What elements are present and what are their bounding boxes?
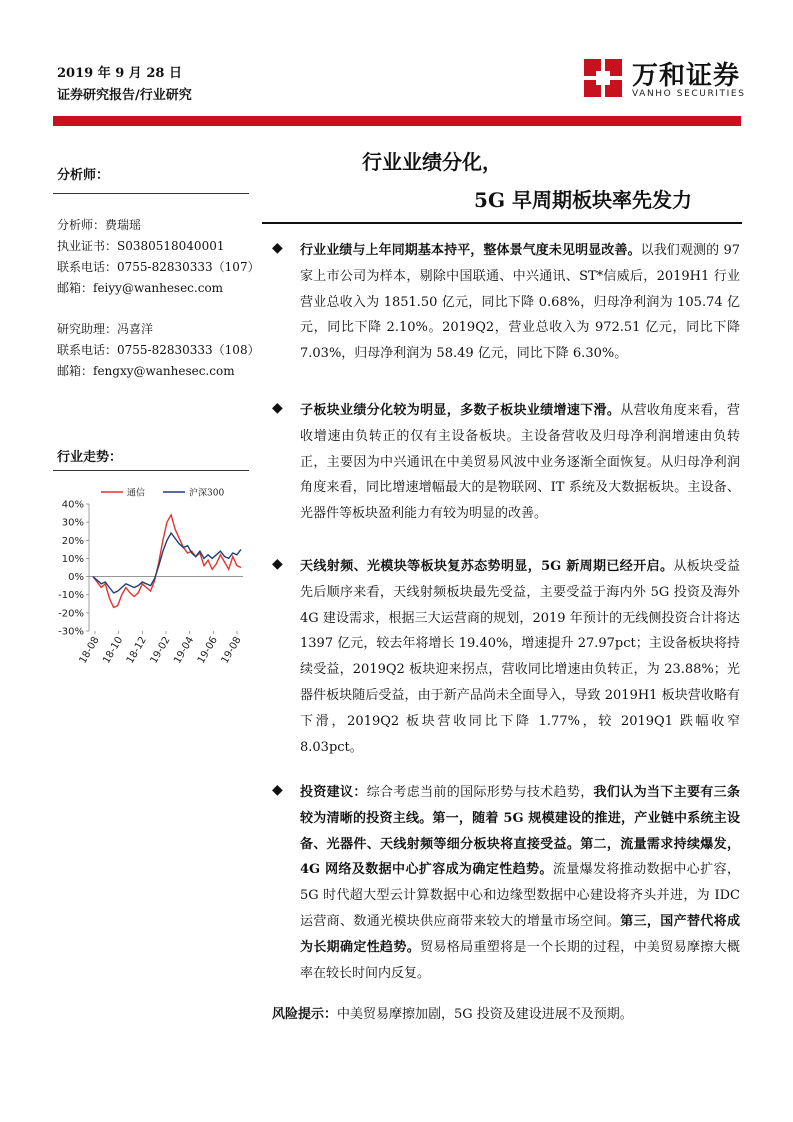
analyst-cert: 执业证书：S0380518040001 — [57, 239, 225, 253]
bullet-1-bold: 行业业绩与上年同期基本持平，整体景气度未见明显改善。 — [300, 243, 641, 258]
bullet-4-seg-4: 第三，国产替代将成为长期确定性趋势。 — [300, 913, 740, 955]
risk-label: 风险提示： — [272, 1007, 338, 1022]
bullet-4-seg-1: 综合考虑当前的国际形势与技术趋势， — [366, 785, 594, 800]
bullet-3-bold: 天线射频、光模块等板块复苏态势明显，5G 新周期已经开启。 — [300, 559, 674, 574]
bullet-4-seg-3: 流量爆发将推动数据中心扩容，5G 时代超大型云计算数据中心和边缘型数据中心建设将齐头并进，为 IDC 运营商、数通光模块供应商带来较大的增量市场空间。 — [300, 862, 740, 929]
header-red-bar — [53, 116, 741, 126]
chart-y-tick-label: -20% — [58, 608, 84, 620]
analyst-name: 分析师：费瑞瑶 — [57, 218, 142, 232]
bullet-4-seg-5: 贸易格局重塑将是一个长期的过程，中美贸易摩擦大概率在较长时间内反复。 — [300, 939, 740, 981]
bullet-1-text — [300, 238, 740, 367]
chart-y-tick-label: 0% — [68, 572, 84, 584]
trend-heading: 行业走势： — [57, 450, 123, 465]
chart-y-tick-label: -10% — [58, 590, 84, 602]
chart-x-tick-label: 19-04 — [172, 635, 197, 666]
diamond-bullet-icon: ◆ — [272, 400, 283, 416]
chart-y-tick-label: 30% — [61, 517, 84, 529]
chart-x-tick-label: 18-08 — [77, 635, 102, 666]
chart-y-tick-label: -30% — [58, 626, 84, 638]
bullet-3-text — [300, 554, 740, 760]
diamond-bullet-icon: ◆ — [272, 556, 283, 572]
chart-y-tick-label: 10% — [61, 553, 84, 565]
chart-x-tick-label: 19-02 — [148, 635, 173, 666]
trend-divider — [53, 470, 249, 471]
bullet-4-seg-2: 我们认为当下主要有三条较为清晰的投资主线。第一，随着 5G 规模建设的推进，产业链中系统主设备、光器件、天线射频等细分板块将直接受益。第二，流量需求持续爆发，4G 网络及数据中心扩容成为确定性趋势。 — [300, 785, 740, 878]
analyst-heading: 分析师： — [57, 168, 110, 183]
chart-legend-label: 沪深300 — [189, 488, 225, 499]
risk-text: 中美贸易摩擦加剧，5G 投资及建设进展不及预期。 — [337, 1007, 633, 1022]
chart-x-tick-label: 18-12 — [124, 635, 149, 666]
chart-legend-label: 通信 — [127, 488, 146, 499]
bullet-3-body: 从板块受益先后顺序来看，天线射频板块最先受益，主要受益于海内外 5G 投资及海外 4G 建设需求，根据三大运营商的规划，2019 年预计的无线侧投资合计将达 1397 亿元，较去年将增长 19.40%，增速提升 27.97pct；主设备板块将持续受益，2019Q2 板块迎来拐点，营收同比增速由负转正，为 23.88%；光器件板块随后受益，由于新产品尚未全面导入，导致 2019H1 板块营收略有下滑，2019Q2 板块营收同比下降 1.77%，较 2019Q1 跌幅收窄 8.03pct。 — [300, 559, 740, 755]
trend-chart-svg — [53, 480, 253, 670]
bullet-1-body: 以我们观测的 97 家上市公司为样本，剔除中国联通、中兴通讯、ST*信威后，2019H1 行业营业总收入为 1851.50 亿元，同比下降 0.68%，归母净利润为 105.74 亿元，同比下降 2.10%。2019Q2，营业总收入为 972.51 亿元，同比下降 7.03%，归母净利润为 58.49 亿元，同比下降 6.30%。 — [300, 243, 740, 362]
logo-text-en: VANHO SECURITIES — [632, 89, 746, 99]
sidebar-divider — [53, 193, 249, 194]
vanho-logo-icon — [582, 57, 626, 101]
chart-series-line-hs300 — [93, 533, 241, 593]
report-type: 证券研究报告/行业研究 — [57, 88, 192, 103]
logo-text-cn: 万和证券 — [632, 61, 741, 91]
chart-x-tick-label: 18-10 — [101, 635, 126, 666]
diamond-bullet-icon: ◆ — [272, 240, 283, 256]
chart-y-tick-label: 40% — [61, 499, 84, 511]
bullet-2-bold: 子板块业绩分化较为明显，多数子板块业绩增速下滑。 — [300, 403, 621, 418]
analyst-phone: 联系电话：0755-82830333（107） — [57, 260, 260, 274]
chart-y-tick-label: 20% — [61, 535, 84, 547]
assistant-name: 研究助理：冯喜洋 — [57, 322, 154, 336]
industry-trend-chart — [53, 480, 253, 670]
bullet-2-text — [300, 398, 740, 527]
company-logo — [582, 55, 752, 103]
report-date: 2019 年 9 月 28 日 — [57, 66, 182, 81]
assistant-phone: 联系电话：0755-82830333（108） — [57, 343, 260, 357]
chart-x-tick-label: 19-06 — [195, 635, 220, 666]
risk-warning — [272, 1004, 742, 1026]
bullet-4-text — [300, 780, 740, 986]
bullet-4-seg-0: 投资建议： — [300, 785, 367, 800]
assistant-email[interactable]: 邮箱：fengxy@wanhesec.com — [57, 364, 235, 378]
chart-x-tick-label: 19-08 — [219, 635, 244, 666]
bullet-2-body: 从营收角度来看，营收增速由负转正的仅有主设备板块。主设备营收及归母净利润增速由负转正，主要因为中兴通讯在中美贸易风波中业务逐渐全面恢复。从归母净利润角度来看，同比增速增幅最大的是物联网、IT 系统及大数据板块。主设备、光器件等板块盈利能力有较为明显的改善。 — [300, 403, 740, 522]
title-divider — [262, 222, 742, 224]
diamond-bullet-icon: ◆ — [272, 782, 283, 798]
chart-series-line-telecom — [93, 515, 241, 608]
report-title-line2: 5G 早周期板块率先发力 — [474, 188, 692, 212]
analyst-email[interactable]: 邮箱：feiyy@wanhesec.com — [57, 281, 224, 295]
report-title-line1: 行业业绩分化， — [362, 150, 502, 174]
